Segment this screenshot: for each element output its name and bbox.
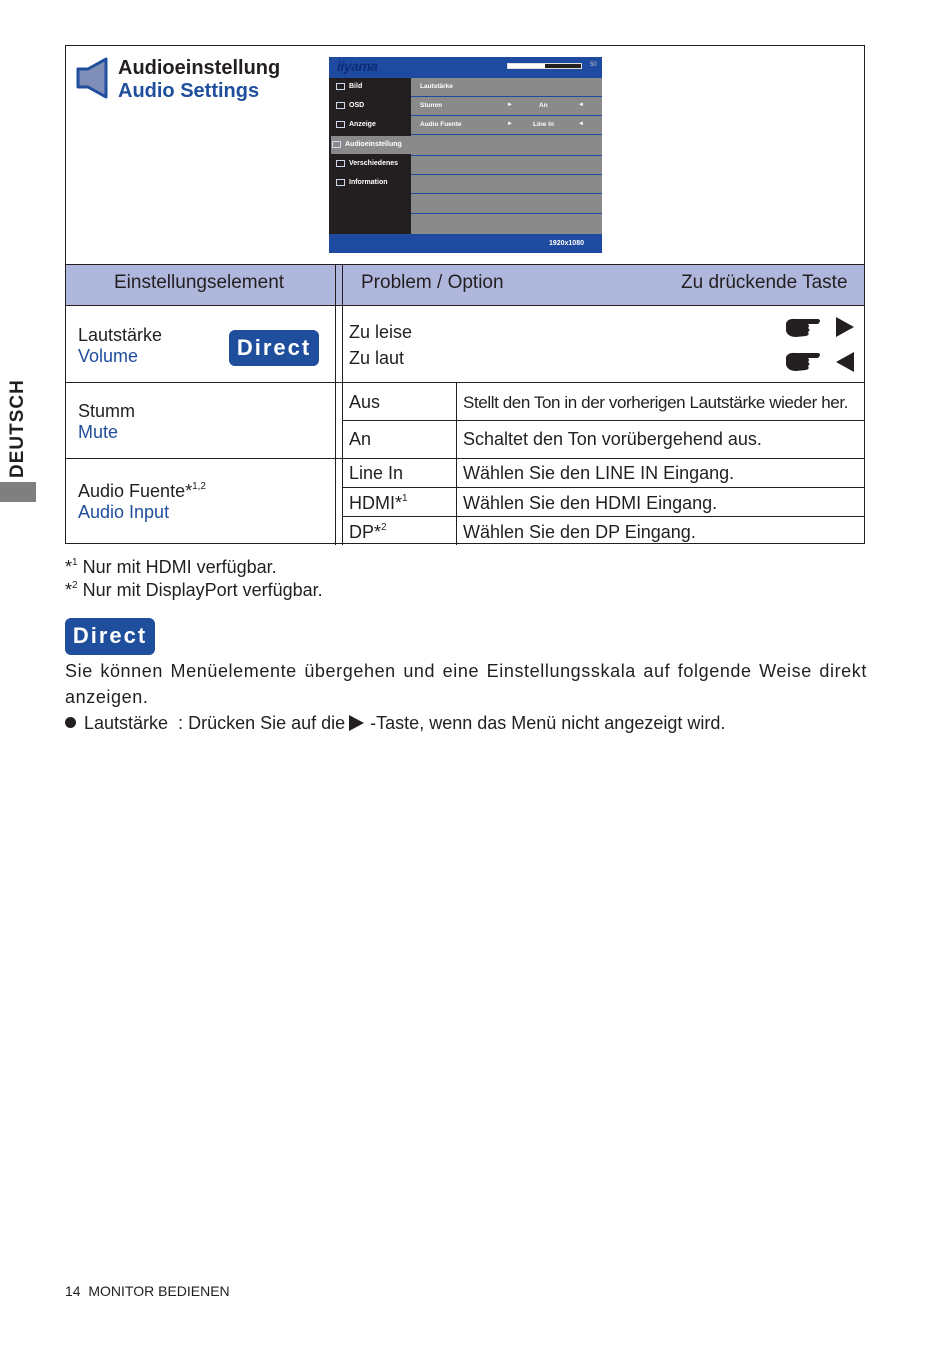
osd-menu-screenshot — [329, 57, 602, 253]
footnote-displayport: *$^2$ Nur mit DisplayPort verfügbar. — [65, 580, 323, 600]
osd-menu-item-anzeige: Anzeige — [335, 116, 411, 134]
col-header-problem: Problem / Option — [361, 272, 504, 293]
wrench-icon — [336, 160, 345, 167]
left-arrow-key-icon — [836, 352, 854, 372]
direct-description: Sie können Menüelemente übergehen und eine Einstellungsskala auf folgende Weise direkt anzeigen. — [65, 661, 867, 707]
display-icon — [336, 121, 345, 128]
footnote-hdmi: *$^1$ Nur mit HDMI verfügbar. — [65, 557, 277, 577]
side-tab-bar — [0, 482, 36, 502]
section-title-english: Audio Settings — [118, 80, 260, 102]
audio-input-desc-dp: Wählen Sie den DP Eingang. — [463, 522, 696, 542]
audio-input-label-english: Audio Input — [78, 502, 170, 522]
volume-label-german: Lautstärke — [78, 325, 163, 345]
pointing-hand-icon — [784, 349, 822, 375]
audio-input-desc-line-in: Wählen Sie den LINE IN Eingang. — [463, 463, 735, 483]
osd-arrow-right-icon: ► — [507, 102, 513, 108]
audio-input-desc-hdmi: Wählen Sie den HDMI Eingang. — [463, 493, 718, 513]
osd-menu-item-verschiedenes: Verschiedenes — [335, 155, 411, 173]
pointing-hand-icon — [784, 315, 822, 341]
footer-section: MONITOR BEDIENEN — [88, 1283, 230, 1299]
audio-input-label-german: Audio Fuente*$^{1,2}$ — [78, 481, 206, 501]
table-header-area — [66, 46, 866, 264]
audio-input-option-line-in: Line In — [349, 463, 404, 483]
mute-desc-aus: Stellt den Ton in der vorherigen Lautstärke wieder her. — [463, 393, 848, 412]
bullet-icon — [65, 717, 76, 728]
direct-volume-instruction: Lautstärke : Drücken Sie auf die -Taste, wenn das Menü nicht angezeigt wird. — [65, 713, 725, 734]
osd-row-stumm: Stumm ► An ◄ — [411, 97, 602, 116]
osd-row-audio-fuente: Audio Fuente ► Line In ◄ — [411, 116, 602, 135]
osd-arrow-left-icon: ◄ — [578, 102, 584, 108]
picture-icon — [336, 83, 345, 90]
osd-menu-item-information: Information — [335, 174, 411, 192]
direct-badge: Direct — [229, 330, 319, 366]
osd-volume-slider — [507, 63, 582, 69]
page-footer — [65, 1283, 230, 1299]
speaker-icon — [76, 57, 108, 99]
volume-problem-too-quiet: Zu leise — [349, 322, 413, 342]
osd-menu-item-osd: OSD — [335, 97, 411, 115]
mute-option-aus: Aus — [349, 392, 381, 412]
osd-volume-value: 50 — [590, 62, 597, 68]
osd-menu-item-bild: Bild — [335, 78, 411, 96]
info-icon — [336, 179, 345, 186]
language-side-tab — [0, 372, 36, 502]
volume-problem-too-loud: Zu laut — [349, 348, 405, 368]
osd-menu-item-audioeinstellung: Audioeinstellung — [331, 136, 411, 154]
mute-option-an: An — [349, 429, 372, 449]
section-title-german: Audioeinstellung — [118, 57, 281, 79]
table-column-header — [66, 264, 864, 306]
osd-icon — [336, 102, 345, 109]
page-number: 14 — [65, 1283, 81, 1299]
mute-label-english: Mute — [78, 422, 119, 442]
osd-row-lautstaerke: Lautstärke — [411, 78, 602, 97]
col-header-setting: Einstellungselement — [114, 272, 285, 293]
direct-section-badge: Direct — [65, 618, 155, 655]
speaker-icon — [332, 141, 341, 148]
osd-arrow-right-icon: ► — [507, 121, 513, 127]
mute-label-german: Stumm — [78, 401, 136, 421]
col-header-key: Zu drückende Taste — [681, 272, 848, 293]
osd-arrow-left-icon: ◄ — [578, 121, 584, 127]
osd-resolution: 1920x1080 — [548, 240, 584, 247]
audio-settings-table — [65, 45, 865, 544]
volume-label-english: Volume — [78, 346, 139, 366]
mute-desc-an: Schaltet den Ton vorübergehend aus. — [463, 429, 762, 449]
language-label: DEUTSCH — [7, 379, 28, 478]
osd-brand-logo: iiyama — [337, 58, 378, 74]
right-arrow-key-icon — [349, 715, 364, 731]
audio-input-option-dp: DP*$^2$ — [349, 522, 387, 542]
right-arrow-key-icon — [836, 317, 854, 337]
audio-input-option-hdmi: HDMI*$^1$ — [349, 493, 408, 513]
